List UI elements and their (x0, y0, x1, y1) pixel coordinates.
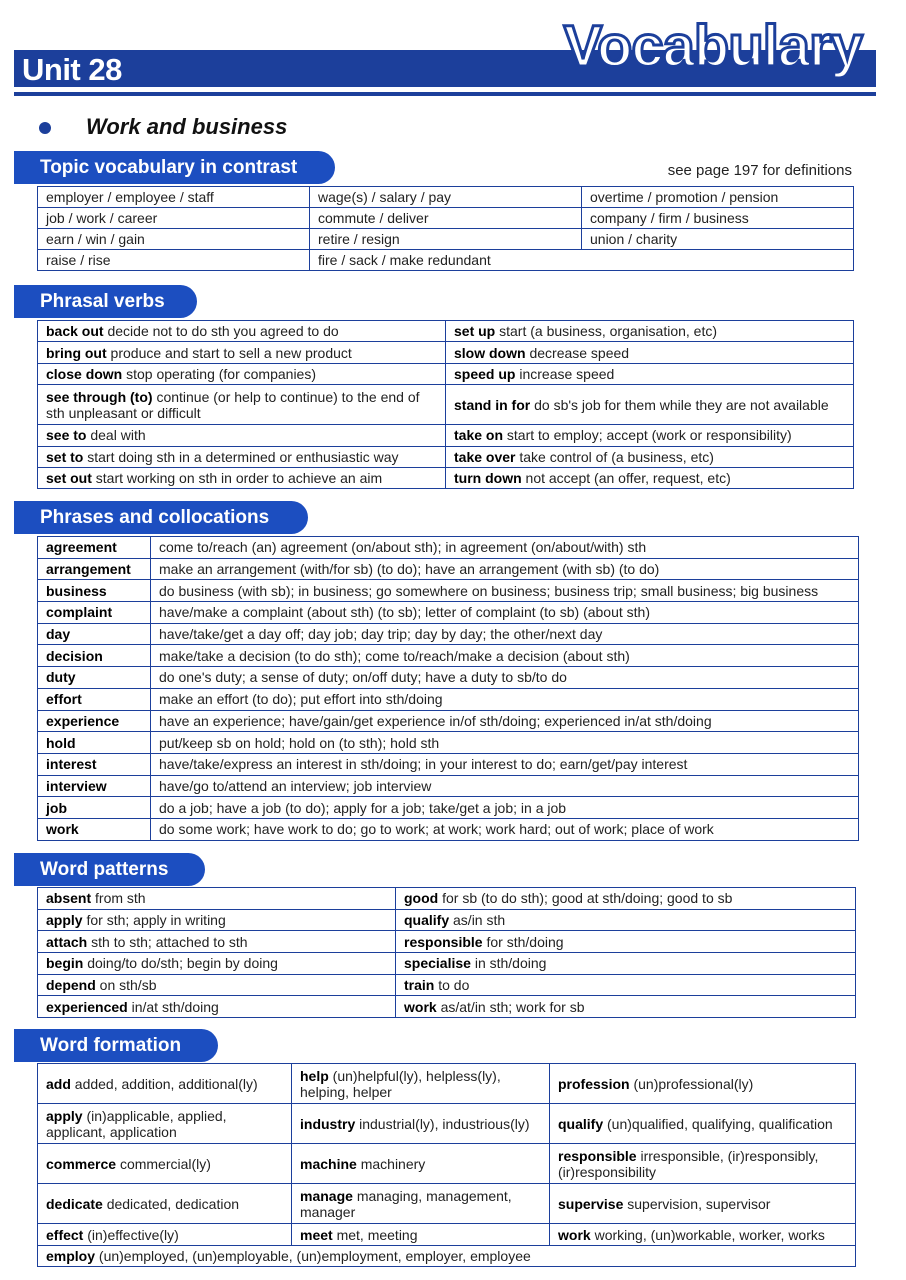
definition: take control of (a business, etc) (519, 448, 714, 465)
table-cell (292, 1144, 550, 1184)
definition: deal with (90, 427, 146, 444)
table-row (38, 732, 859, 754)
table-row (38, 363, 854, 384)
definition: for sth; apply in writing (86, 912, 226, 929)
table-row (38, 229, 854, 250)
headword: responsible (404, 933, 483, 950)
table-cell (396, 953, 856, 975)
table-row (38, 385, 854, 425)
phrasal-verbs-heading: Phrasal verbs (14, 285, 197, 318)
headword: employ (46, 1248, 96, 1264)
table-cell: union / charity (582, 229, 854, 250)
word-patterns-table (37, 887, 856, 1018)
definition: sth to sth; attached to sth (91, 933, 248, 950)
headword: begin (46, 955, 84, 972)
definition: start to employ; accept (work or responsibility) (506, 427, 792, 444)
definitions-note: see page 197 for definitions (667, 162, 852, 179)
table-cell (396, 909, 856, 931)
definition: commercial(ly) (119, 1155, 211, 1172)
table-cell (38, 537, 151, 559)
table-row (38, 1104, 856, 1144)
headword: business (46, 582, 107, 599)
definition: industrial(ly), industrious(ly) (359, 1115, 530, 1132)
headword: interest (46, 756, 97, 773)
table-cell (396, 974, 856, 996)
headword: qualify (558, 1115, 604, 1132)
headword: effect (46, 1226, 84, 1243)
table-cell (550, 1104, 856, 1144)
table-row (38, 1144, 856, 1184)
table-row (38, 558, 859, 580)
definition: for sb (to do sth); good at sth/doing; good to sb (442, 890, 733, 907)
headword: train (404, 977, 435, 994)
headword: complaint (46, 604, 113, 621)
table-cell (38, 363, 446, 384)
table-row (38, 425, 854, 446)
table-cell (446, 425, 854, 446)
headword: back out (46, 323, 104, 340)
headword: work (46, 821, 79, 838)
table-cell (396, 888, 856, 910)
definition: irresponsible, (ir)responsibly, (ir)responsibility (558, 1147, 819, 1180)
definition: in sth/doing (474, 955, 547, 972)
definition: start doing sth in a determined or enthusiastic way (87, 448, 399, 465)
definition: start (a business, organisation, etc) (499, 323, 718, 340)
headword: supervise (558, 1195, 624, 1212)
headword: manage (300, 1187, 353, 1204)
table-cell (38, 888, 396, 910)
table-cell: overtime / promotion / pension (582, 187, 854, 208)
table-cell (38, 753, 151, 775)
table-row (38, 1184, 856, 1224)
table-cell: job / work / career (38, 208, 310, 229)
table-cell: come to/reach (an) agreement (on/about sth); in agreement (on/about/with) sth (151, 537, 859, 559)
headword: see through (to) (46, 388, 153, 405)
table-cell (396, 996, 856, 1018)
headword: good (404, 890, 439, 907)
table-cell (550, 1064, 856, 1104)
table-cell (38, 667, 151, 689)
table-row (38, 753, 859, 775)
table-row (38, 996, 856, 1018)
table-cell (38, 1104, 292, 1144)
header-rule (14, 92, 876, 96)
table-cell (38, 1246, 856, 1267)
section-title: Work and business (86, 114, 288, 139)
table-cell: commute / deliver (310, 208, 582, 229)
definition: (un)professional(ly) (633, 1075, 754, 1092)
table-row (38, 909, 856, 931)
definition: dedicated, dedication (106, 1195, 240, 1212)
headword: day (46, 626, 71, 643)
table-cell: employer / employee / staff (38, 187, 310, 208)
headword: add (46, 1075, 71, 1092)
table-cell (446, 363, 854, 384)
headword: hold (46, 734, 76, 751)
headword: see to (46, 427, 87, 444)
table-cell (38, 580, 151, 602)
headword: machine (300, 1155, 357, 1172)
bullet-icon (39, 122, 51, 134)
headword: dedicate (46, 1195, 103, 1212)
table-cell (38, 645, 151, 667)
table-cell (550, 1184, 856, 1224)
table-cell: do some work; have work to do; go to work; at work; work hard; out of work; place of work (151, 818, 859, 840)
table-cell (38, 1224, 292, 1246)
definition: machinery (360, 1155, 426, 1172)
headword: duty (46, 669, 76, 686)
table-cell: do one's duty; a sense of duty; on/off duty; have a duty to sb/to do (151, 667, 859, 689)
table-row (38, 688, 859, 710)
definition: (un)helpful(ly), helpless(ly), helping, helper (300, 1067, 501, 1100)
headword: apply (46, 1107, 83, 1124)
table-row (38, 1246, 856, 1267)
word-formation-heading: Word formation (14, 1029, 218, 1062)
table-cell: have/make a complaint (about sth) (to sb); letter of complaint (to sb) (about sth) (151, 602, 859, 624)
headword: interview (46, 777, 107, 794)
table-cell: wage(s) / salary / pay (310, 187, 582, 208)
phrasal-verbs-table (37, 320, 854, 489)
definition: for sth/doing (486, 933, 564, 950)
definition: not accept (an offer, request, etc) (525, 470, 731, 487)
headword: experience (46, 712, 120, 729)
table-row (38, 321, 854, 342)
headword: specialise (404, 955, 471, 972)
headword: set to (46, 448, 84, 465)
headword: absent (46, 890, 92, 907)
table-cell: company / firm / business (582, 208, 854, 229)
definition: on sth/sb (99, 977, 157, 994)
definition: (un)employed, (un)employable, (un)employment, employer, employee (98, 1248, 531, 1264)
headword: help (300, 1067, 329, 1084)
table-cell (38, 775, 151, 797)
table-cell (446, 321, 854, 342)
headword: take over (454, 448, 516, 465)
headword: apply (46, 912, 83, 929)
table-cell: have/take/get a day off; day job; day trip; day by day; the other/next day (151, 623, 859, 645)
headword: job (46, 799, 67, 816)
table-cell: fire / sack / make redundant (310, 250, 854, 271)
table-cell (38, 623, 151, 645)
table-cell (38, 321, 446, 342)
table-row (38, 342, 854, 363)
table-row (38, 775, 859, 797)
headword: stand in for (454, 396, 531, 413)
table-cell (38, 818, 151, 840)
definition: doing/to do/sth; begin by doing (87, 955, 278, 972)
table-row (38, 467, 854, 488)
definition: (in)applicable, applied, applicant, application (46, 1107, 227, 1140)
table-cell (550, 1144, 856, 1184)
phrases-collocations-heading: Phrases and collocations (14, 501, 308, 534)
definition: working, (un)workable, worker, works (594, 1226, 825, 1243)
table-cell (292, 1184, 550, 1224)
table-cell (38, 909, 396, 931)
headword: responsible (558, 1147, 637, 1164)
table-cell (38, 385, 446, 425)
table-cell (446, 467, 854, 488)
table-row (38, 710, 859, 732)
headword: bring out (46, 344, 107, 361)
table-cell (38, 931, 396, 953)
definition: managing, management, manager (300, 1187, 512, 1220)
table-row (38, 974, 856, 996)
table-cell (38, 710, 151, 732)
table-row (38, 602, 859, 624)
headword: effort (46, 691, 82, 708)
headword: speed up (454, 365, 516, 382)
headword: set out (46, 470, 92, 487)
table-cell: have an experience; have/gain/get experience in/of sth/doing; experienced in/at sth/doing (151, 710, 859, 732)
table-row (38, 250, 854, 271)
headword: attach (46, 933, 88, 950)
table-cell (38, 732, 151, 754)
table-cell: raise / rise (38, 250, 310, 271)
headword: work (404, 998, 437, 1015)
table-cell (38, 1144, 292, 1184)
table-cell (38, 342, 446, 363)
table-cell (38, 558, 151, 580)
headword: close down (46, 365, 123, 382)
definition: from sth (95, 890, 146, 907)
definition: produce and start to sell a new product (110, 344, 352, 361)
word-patterns-heading: Word patterns (14, 853, 205, 886)
headword: profession (558, 1075, 630, 1092)
headword: industry (300, 1115, 356, 1132)
table-cell (292, 1064, 550, 1104)
headword: meet (300, 1226, 333, 1243)
topic-vocabulary-table (37, 186, 854, 271)
table-cell (38, 974, 396, 996)
definition: start working on sth in order to achieve an aim (95, 470, 383, 487)
headword: agreement (46, 539, 117, 556)
headword: set up (454, 323, 496, 340)
headword: take on (454, 427, 504, 444)
definition: as/in sth (453, 912, 506, 929)
table-row (38, 953, 856, 975)
headword: qualify (404, 912, 450, 929)
definition: do sb's job for them while they are not available (534, 396, 829, 413)
topic-vocabulary-heading: Topic vocabulary in contrast (14, 151, 335, 184)
table-row (38, 667, 859, 689)
table-cell (38, 467, 446, 488)
table-cell (292, 1224, 550, 1246)
table-row (38, 537, 859, 559)
table-cell (38, 688, 151, 710)
definition: (un)qualified, qualifying, qualification (607, 1115, 833, 1132)
phrases-collocations-table (37, 536, 859, 841)
table-cell (38, 797, 151, 819)
table-cell: have/go to/attend an interview; job interview (151, 775, 859, 797)
table-cell: do a job; have a job (to do); apply for a job; take/get a job; in a job (151, 797, 859, 819)
table-row (38, 645, 859, 667)
headword: arrangement (46, 561, 131, 578)
headword: slow down (454, 344, 526, 361)
table-row (38, 888, 856, 910)
table-cell: have/take/express an interest in sth/doing; in your interest to do; earn/get/pay interest (151, 753, 859, 775)
headword: work (558, 1226, 591, 1243)
table-cell (446, 446, 854, 467)
table-cell: retire / resign (310, 229, 582, 250)
table-cell: make/take a decision (to do sth); come to/reach/make a decision (about sth) (151, 645, 859, 667)
headword: depend (46, 977, 96, 994)
headword: experienced (46, 998, 128, 1015)
table-cell: earn / win / gain (38, 229, 310, 250)
table-cell (38, 446, 446, 467)
table-cell (38, 602, 151, 624)
table-row (38, 1224, 856, 1246)
table-row (38, 931, 856, 953)
table-cell (38, 1184, 292, 1224)
table-row (38, 1064, 856, 1104)
table-row (38, 446, 854, 467)
table-row (38, 187, 854, 208)
table-cell (38, 425, 446, 446)
table-cell (446, 342, 854, 363)
table-cell: make an arrangement (with/for sb) (to do); have an arrangement (with sb) (to do) (151, 558, 859, 580)
table-row (38, 797, 859, 819)
table-cell (550, 1224, 856, 1246)
table-cell: make an effort (to do); put effort into sth/doing (151, 688, 859, 710)
definition: to do (438, 977, 470, 994)
definition: increase speed (519, 365, 615, 382)
unit-number: Unit 28 (22, 52, 122, 87)
page-title: Vocabulary (563, 14, 862, 79)
headword: turn down (454, 470, 522, 487)
word-formation-table (37, 1063, 856, 1267)
definition: met, meeting (336, 1226, 418, 1243)
table-cell (38, 1064, 292, 1104)
definition: in/at sth/doing (131, 998, 219, 1015)
table-cell: put/keep sb on hold; hold on (to sth); hold sth (151, 732, 859, 754)
definition: (in)effective(ly) (87, 1226, 179, 1243)
definition: decide not to do sth you agreed to do (107, 323, 339, 340)
definition: supervision, supervisor (627, 1195, 771, 1212)
headword: decision (46, 647, 103, 664)
table-cell (38, 996, 396, 1018)
table-cell (292, 1104, 550, 1144)
definition: continue (or help to continue) to the end of sth unpleasant or difficult (46, 388, 420, 421)
table-cell (396, 931, 856, 953)
definition: as/at/in sth; work for sb (440, 998, 585, 1015)
table-row (38, 580, 859, 602)
table-cell (38, 953, 396, 975)
definition: decrease speed (529, 344, 630, 361)
headword: commerce (46, 1155, 117, 1172)
table-row (38, 623, 859, 645)
table-cell (446, 385, 854, 425)
definition: stop operating (for companies) (126, 365, 316, 382)
table-cell: do business (with sb); in business; go somewhere on business; business trip; small business; big business (151, 580, 859, 602)
table-row (38, 208, 854, 229)
table-row (38, 818, 859, 840)
definition: added, addition, additional(ly) (74, 1075, 258, 1092)
